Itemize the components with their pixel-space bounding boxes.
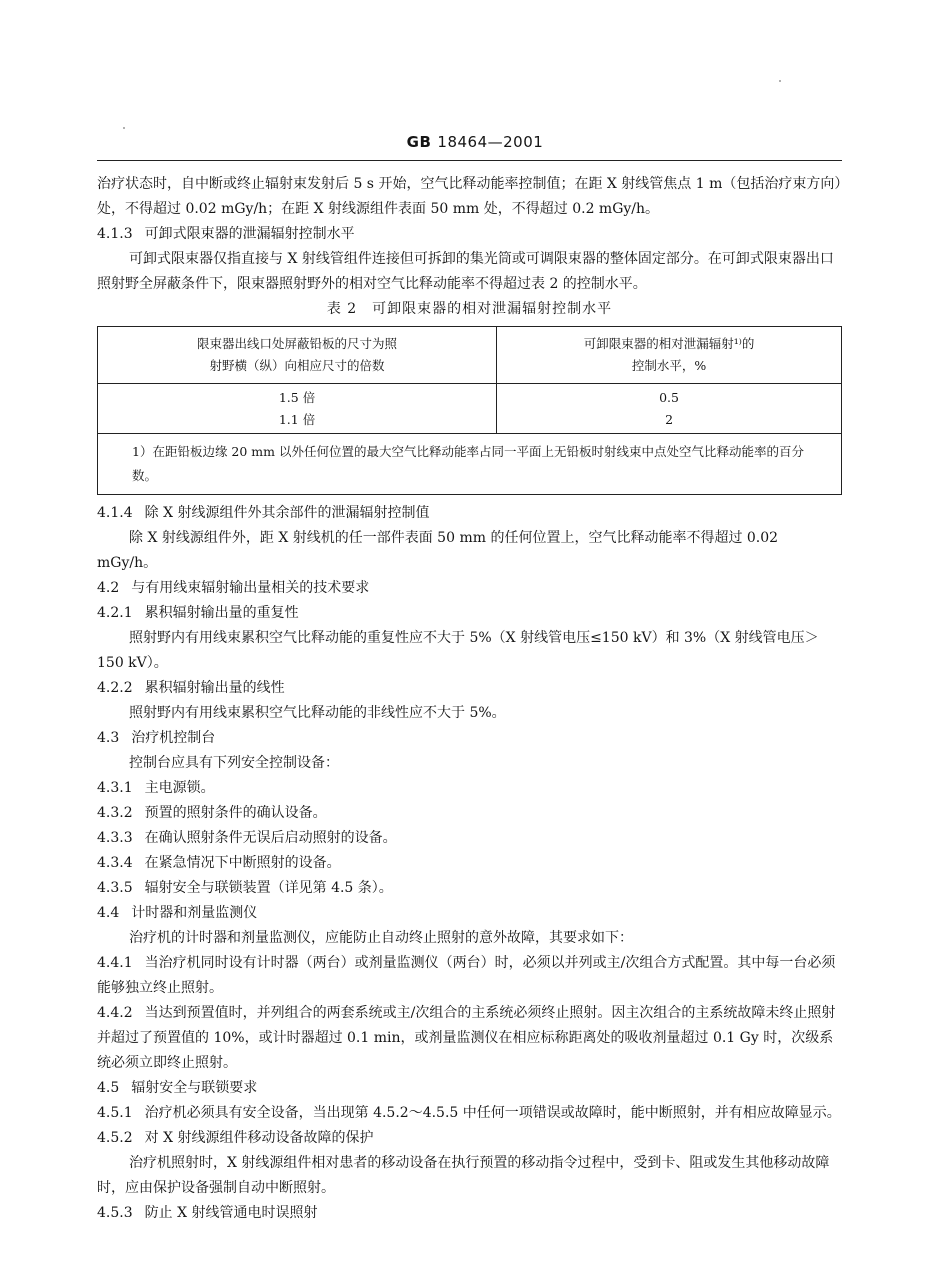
paragraph: 照射野内有用线束累积空气比释动能的非线性应不大于 5%。: [129, 705, 506, 721]
table-cell: 1.5 倍: [98, 384, 497, 410]
section-heading: 4.1.4 除 X 射线源组件外其余部件的泄漏辐射控制值: [97, 505, 430, 521]
clause: 4.5.1 治疗机必须具有安全设备，当出现第 4.5.2～4.5.5 中任何一项错误或故障时，能中断照射，并有相应故障显示。: [97, 1105, 841, 1121]
paragraph: 治疗机的计时器和剂量监测仪，应能防止自动终止照射的意外故障，其要求如下：: [129, 930, 633, 946]
table-footnote: 1）在距铅板边缘 20 mm 以外任何位置的最大空气比释动能率占同一平面上无铅板时射线束中点处空气比释动能率的百分数。: [98, 434, 842, 495]
table-note-row: [98, 434, 842, 495]
table-cell: 0.5: [659, 390, 679, 405]
table-header-row: [98, 327, 842, 384]
list-item: 4.3.4 在紧急情况下中断照射的设备。: [97, 855, 341, 871]
section-heading: 4.2.1 累积辐射输出量的重复性: [97, 605, 299, 621]
section-heading: 4.5.3 防止 X 射线管通电时误照射: [97, 1205, 318, 1221]
list-item: 4.3.5 辐射安全与联锁装置（详见第 4.5 条）。: [97, 880, 393, 896]
standard-code: GB: [406, 133, 432, 151]
table-row: [98, 409, 842, 434]
scan-speck: [779, 80, 781, 82]
page-header: [0, 133, 950, 151]
list-item: 4.3.2 预置的照射条件的确认设备。: [97, 805, 327, 821]
section-heading: 4.1.3 可卸式限束器的泄漏辐射控制水平: [97, 226, 355, 242]
table-2: [97, 326, 842, 495]
table-row: [98, 384, 842, 410]
paragraph: 可卸式限束器仅指直接与 X 射线管组件连接但可拆卸的集光筒或可调限束器的整体固定部分。在可卸式限束器出口照射野全屏蔽条件下，限束器照射野外的相对空气比释动能率不得超过表 2 的控制水平。: [97, 251, 834, 292]
list-item: 4.3.1 主电源锁。: [97, 780, 215, 796]
section-heading: 4.2.2 累积辐射输出量的线性: [97, 680, 285, 696]
paragraph: 除 X 射线源组件外，距 X 射线机的任一部件表面 50 mm 的任何位置上，空气比释动能率不得超过 0.02 mGy/h。: [97, 530, 779, 571]
table-header-cell: 限束器出线口处屏蔽铅板的尺寸为照 射野横（纵）向相应尺寸的倍数: [98, 327, 497, 384]
clause: 4.4.2 当达到预置值时，并列组合的两套系统或主/次组合的主系统必须终止照射。因主次组合的主系统故障未终止照射并超过了预置值的 10%，或计时器超过 0.1 min，或剂量监测仪在相应标称距离处的吸收剂量超过 0.1 Gy 时，次级系统必须立即终止照射。: [97, 1005, 836, 1071]
paragraph: 治疗机照射时，X 射线源组件相对患者的移动设备在执行预置的移动指令过程中，受到卡、阻或发生其他移动故障时，应由保护设备强制自动中断照射。: [97, 1155, 830, 1196]
table-cell: 2: [665, 412, 674, 427]
section-heading: 4.3 治疗机控制台: [97, 730, 216, 746]
standard-number: 18464—2001: [437, 133, 544, 151]
header-rule: [97, 160, 842, 161]
paragraph: 控制台应具有下列安全控制设备：: [129, 755, 339, 771]
section-heading: 4.4 计时器和剂量监测仪: [97, 905, 258, 921]
section-heading: 4.5 辐射安全与联锁要求: [97, 1080, 258, 1096]
table-cell: 1.1 倍: [98, 409, 497, 434]
document-body: [97, 172, 842, 1226]
table-header-cell: 可卸限束器的相对泄漏辐射¹⁾的 控制水平，%: [497, 327, 842, 384]
clause: 4.4.1 当治疗机同时设有计时器（两台）或剂量监测仪（两台）时，必须以并列或主/次组合方式配置。其中每一台必须能够独立终止照射。: [97, 955, 836, 996]
section-heading: 4.2 与有用线束辐射输出量相关的技术要求: [97, 580, 370, 596]
paragraph: 治疗状态时，自中断或终止辐射束发射后 5 s 开始，空气比释动能率控制值；在距 X 射线管焦点 1 m（包括治疗束方向）处，不得超过 0.02 mGy/h；在距 X 射线源组件表面 50 mm 处，不得超过 0.2 mGy/h。: [97, 176, 842, 217]
section-heading: 4.5.2 对 X 射线源组件移动设备故障的保护: [97, 1130, 374, 1146]
paragraph: 照射野内有用线束累积空气比释动能的重复性应不大于 5%（X 射线管电压≤150 kV）和 3%（X 射线管电压＞150 kV）。: [97, 630, 819, 671]
scan-speck: [123, 127, 125, 129]
list-item: 4.3.3 在确认照射条件无误后启动照射的设备。: [97, 830, 397, 846]
table-caption: 表 2 可卸限束器的相对泄漏辐射控制水平: [326, 301, 613, 317]
